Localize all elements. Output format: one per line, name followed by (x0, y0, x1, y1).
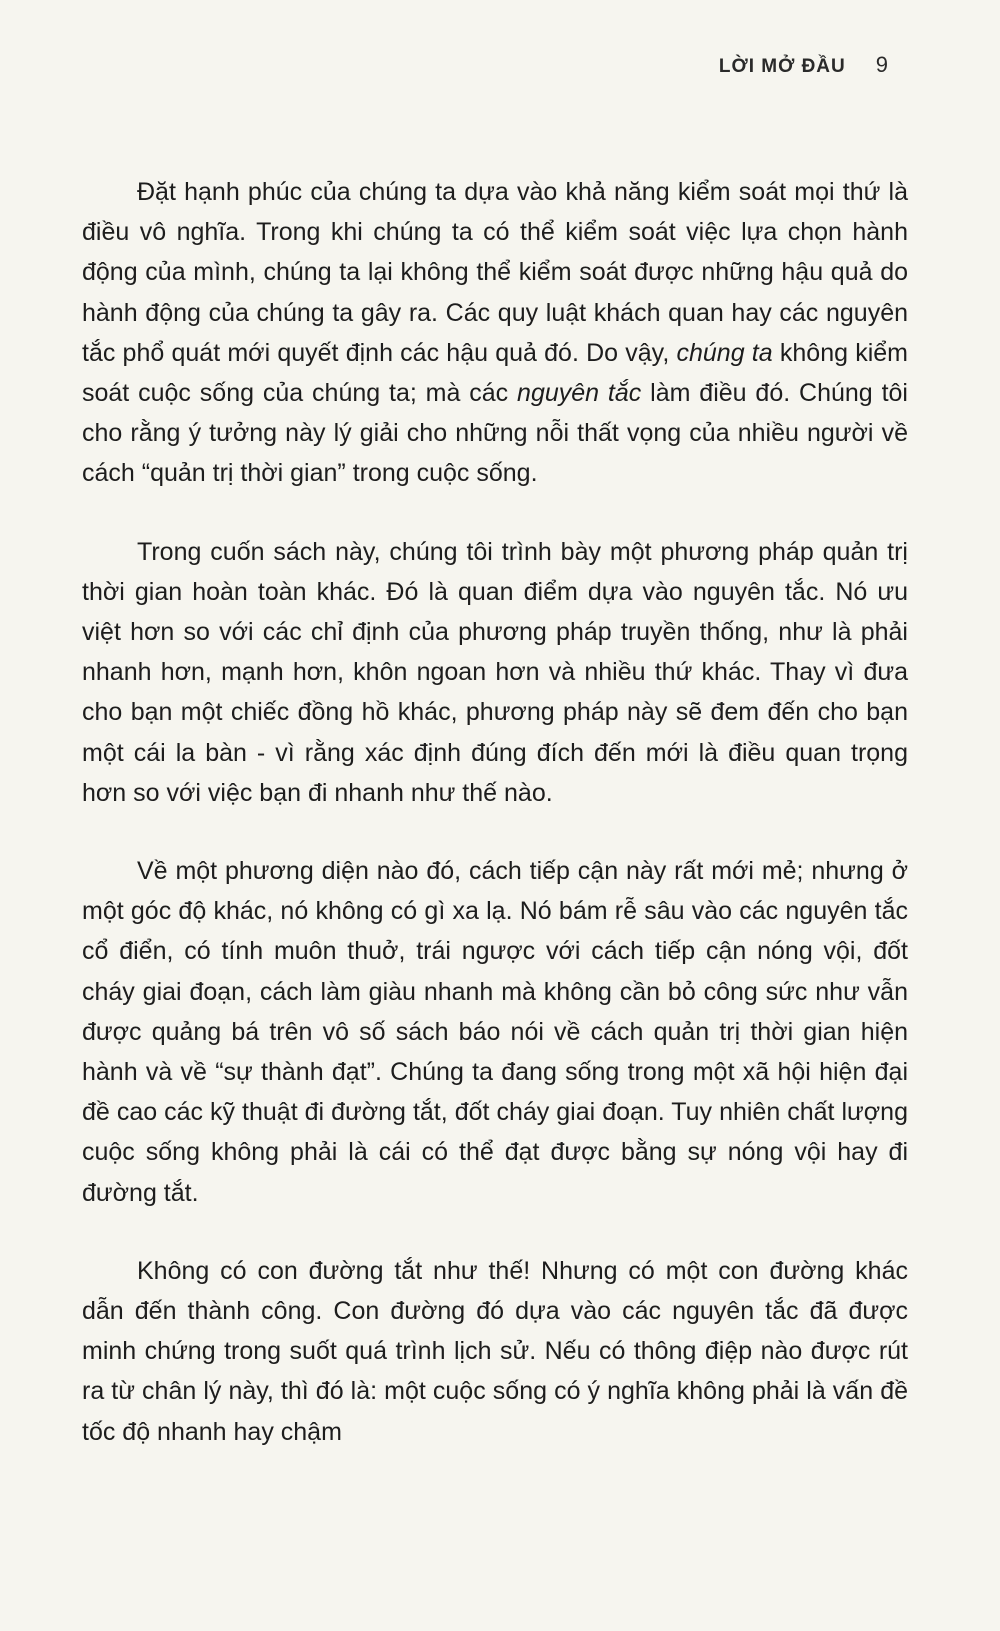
paragraph-1-part-a: Đặt hạnh phúc của chúng ta dựa vào khả năng kiểm soát mọi thứ là điều vô nghĩa. Trong khi chúng ta có thể kiểm soát việc lựa chọn hành động của mình, chúng ta lại không thể kiểm soát được những hậu quả do hành động của chúng ta gây ra. Các quy luật khách quan hay các nguyên tắc phổ quát mới quyết định các hậu quả đó. Do vậy, (82, 178, 908, 367)
paragraph-1-part-e: làm điều đó. Chúng tôi cho rằng ý tưởng này lý giải cho những nỗi thất vọng của nhiều người về cách “quản trị thời gian” trong cuộc sống. (82, 379, 908, 488)
paragraph-3: Về một phương diện nào đó, cách tiếp cận này rất mới mẻ; nhưng ở một góc độ khác, nó không có gì xa lạ. Nó bám rễ sâu vào các nguyên tắc cổ điển, có tính muôn thuở, trái ngược với cách tiếp cận nóng vội, đốt cháy giai đoạn, cách làm giàu nhanh mà không cần bỏ công sức như vẫn được quảng bá trên vô số sách báo nói về cách quản trị thời gian hiện hành và về “sự thành đạt”. Chúng ta đang sống trong một xã hội hiện đại đề cao các kỹ thuật đi đường tắt, đốt cháy giai đoạn. Tuy nhiên chất lượng cuộc sống không phải là cái có thể đạt được bằng sự nóng vội hay đi đường tắt. (82, 857, 908, 1207)
page-number: 9 (875, 52, 888, 77)
emphasis-chung-ta: chúng ta (676, 338, 773, 367)
emphasis-nguyen-tac: nguyên tắc (517, 379, 642, 408)
paragraph-1 (82, 172, 908, 494)
paragraph-2: Trong cuốn sách này, chúng tôi trình bày một phương pháp quản trị thời gian hoàn toàn khác. Đó là quan điểm dựa vào nguyên tắc. Nó ưu việt hơn so với các chỉ định của phương pháp truyền thống, như là phải nhanh hơn, mạnh hơn, khôn ngoan hơn và nhiều thứ khác. Thay vì đưa cho bạn một chiếc đồng hồ khác, phương pháp này sẽ đem đến cho bạn một cái la bàn - vì rằng xác định đúng đích đến mới là điều quan trọng hơn so với việc bạn đi nhanh như thế nào. (82, 537, 908, 807)
paragraph-4: Không có con đường tắt như thế! Nhưng có một con đường khác dẫn đến thành công. Con đường đó dựa vào các nguyên tắc đã được minh chứng trong suốt quá trình lịch sử. Nếu có thông điệp nào được rút ra từ chân lý này, thì đó là: một cuộc sống có ý nghĩa không phải là vấn đề tốc độ nhanh hay chậm (82, 1256, 908, 1446)
running-head: LỜI MỞ ĐẦU (718, 56, 846, 77)
paragraph-1-part-c: không kiểm soát cuộc sống của chúng ta; mà các (82, 338, 908, 408)
page-header (719, 52, 888, 78)
body-text (82, 172, 908, 1452)
